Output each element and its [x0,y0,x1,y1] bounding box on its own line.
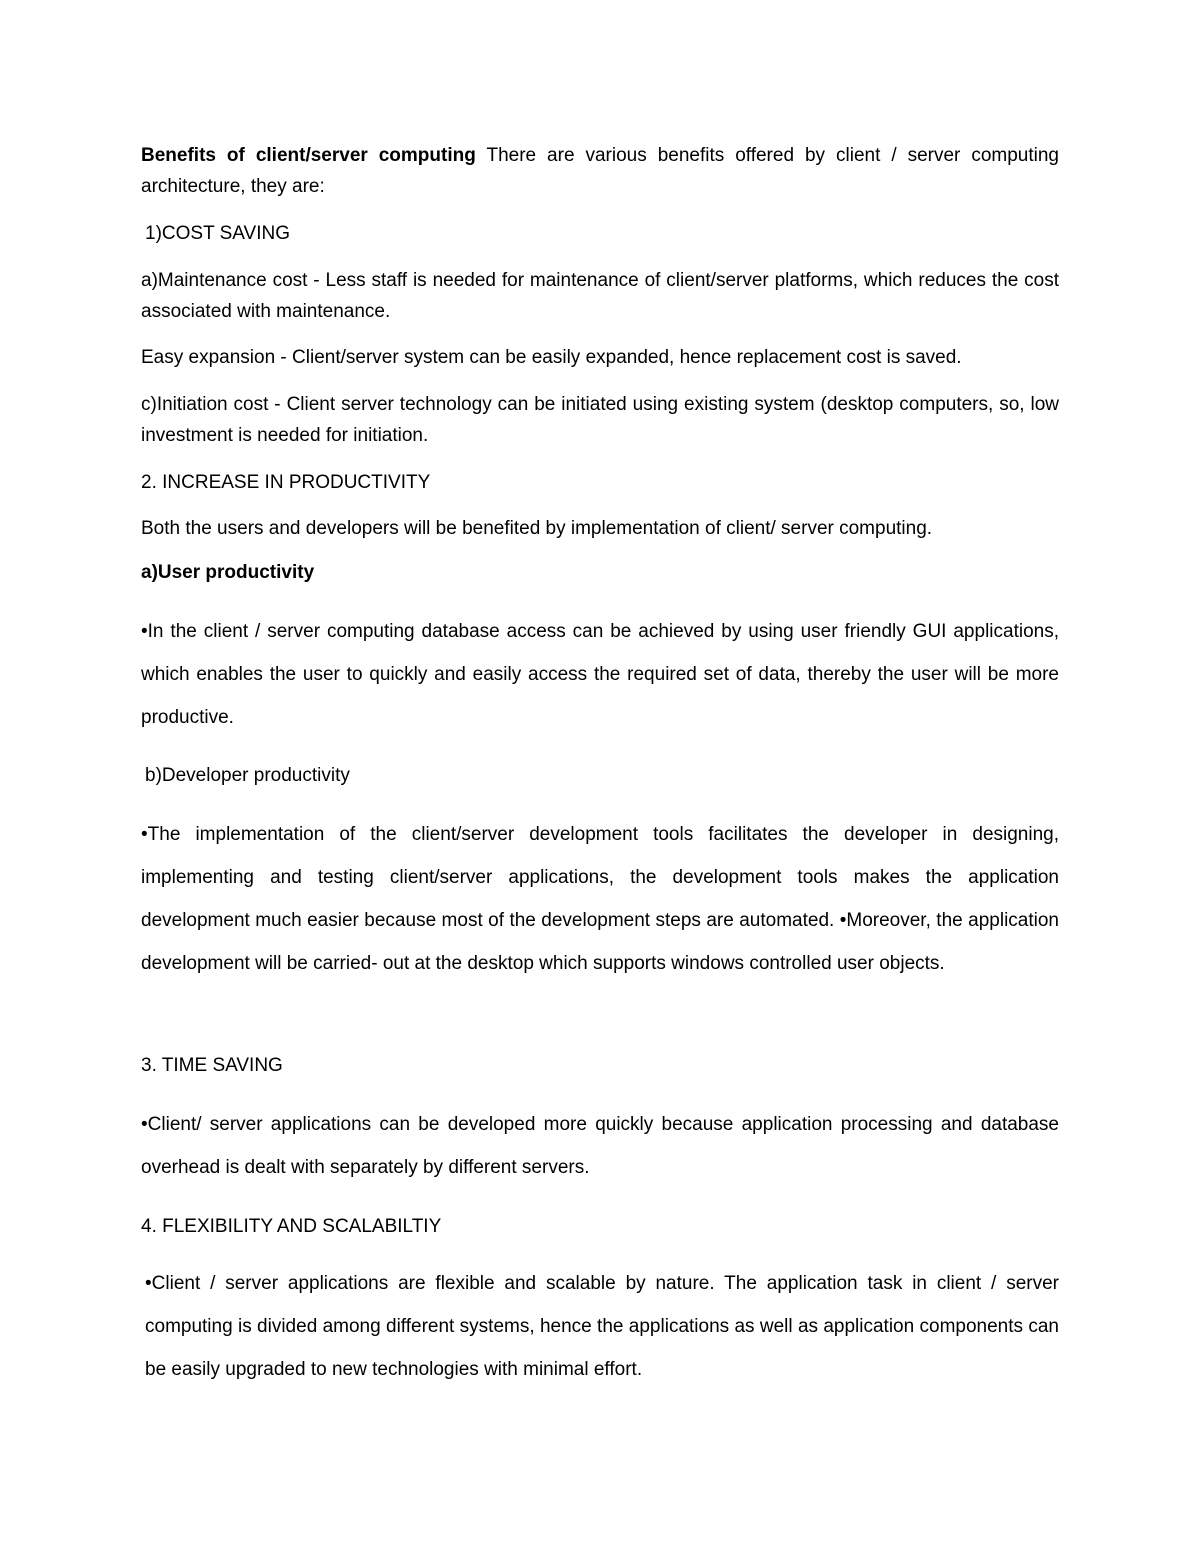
section2-title: 2. INCREASE IN PRODUCTIVITY [141,472,431,493]
intro-heading: Benefits of client/server computing [141,145,476,166]
intro-paragraph [141,140,1059,202]
section1-item-b: Easy expansion - Client/server system can be easily expanded, hence replacement cost is saved. [141,347,962,368]
section3-bullet: •Client/ server applications can be developed more quickly because application processing and database overhead is dealt with separately by different servers. [141,1114,1059,1178]
section1-title: 1)COST SAVING [145,223,290,244]
section2-sub-a-bullet: •In the client / server computing database access can be achieved by using user friendly GUI applications, which enables the user to quickly and easily access the required set of data, thereby the user will be more productive. [141,621,1059,728]
intro-text: There are various benefits offered by client / server computing architecture, they are: [141,145,1059,197]
section3-title: 3. TIME SAVING [141,1055,283,1076]
section2-intro: Both the users and developers will be benefited by implementation of client/ server computing. [141,518,933,539]
section4-bullet: •Client / server applications are flexible and scalable by nature. The application task in client / server computing is divided among different systems, hence the applications as well as application components can be easily upgraded to new technologies with minimal effort. [145,1273,1059,1380]
section1-item-c: c)Initiation cost - Client server technology can be initiated using existing system (desktop computers, so, low investment is needed for initiation. [141,394,1059,446]
section2-sub-b-bullet: •The implementation of the client/server development tools facilitates the developer in designing, implementing and testing client/server applications, the development tools makes the application development much easier because most of the development steps are automated. •Moreover, the application development will be carried- out at the desktop which supports windows controlled user objects. [141,824,1059,974]
section1-item-a: a)Maintenance cost - Less staff is needed for maintenance of client/server platforms, which reduces the cost associated with maintenance. [141,270,1059,322]
section2-sub-a-title: a)User productivity [141,562,315,583]
section4-title: 4. FLEXIBILITY AND SCALABILTIY [141,1216,442,1237]
section2-sub-b-title: b)Developer productivity [145,765,350,786]
